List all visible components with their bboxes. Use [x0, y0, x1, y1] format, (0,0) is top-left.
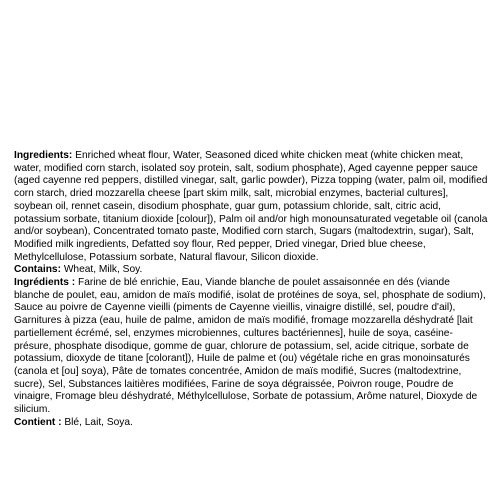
english-contains-heading: Contains: [14, 264, 61, 276]
french-contains-paragraph [14, 417, 488, 430]
english-contains-paragraph [14, 264, 488, 277]
english-ingredients-paragraph [14, 150, 488, 264]
french-allergen-list: Blé, Lait, Soya. [61, 416, 133, 428]
french-ingredients-heading: Ingrédients : [14, 277, 76, 289]
french-ingredients-list: Farine de blé enrichie, Eau, Viande blanche de poulet assaisonnée en dés (viande blanche de poulet, eau, amidon de maïs modifié, isolat de protéines de soya, sel, phosphate de sodium), Sauce au poivre de Cayenne vieilli (piments de Cayenne vieillis, vinaigre distillé, sel, poudre d'ail), Garnitures à pizza (eau, huile de palme, amidon de maïs modifié, fromage mozzarella déshydraté [lait partiellement écrémé, sel, enzymes microbiennes, cultures bactériennes], huile de soya, caséine-présure, phosphate disodique, gomme de guar, chlorure de potassium, sel, acide citrique, sorbate de potassium, dioxyde de titane [colorant]), Huile de palme et (ou) végétale riche en gras monoinsaturés (canola et [ou] soya), Pâte de tomates concentrée, Amidon de maïs modifié, Sucres (maltodextrine, sucre), Sel, Substances laitières modifiées, Farine de soya dégraissée, Poivron rouge, Poudre de vinaigre, Fromage bleu déshydraté, Méthylcellulose, Sorbate de potassium, Arôme naturel, Dioxyde de silicium. [14, 277, 486, 416]
french-ingredients-paragraph [14, 277, 488, 417]
english-ingredients-list: Enriched wheat flour, Water, Seasoned diced white chicken meat (white chicken meat, water, modified corn starch, isolated soy protein, salt, sodium phosphate), Aged cayenne pepper sauce (aged cayenne red peppers, distilled vinegar, salt, garlic powder), Pizza topping (water, palm oil, modified corn starch, dried mozzarella cheese [part skim milk, salt, microbial enzymes, bacterial cultures], soybean oil, rennet casein, disodium phosphate, guar gum, potassium chloride, salt, citric acid, potassium sorbate, titanium dioxide [colour]), Palm oil and/or high monounsaturated vegetable oil (canola and/or soybean), Concentrated tomato paste, Modified corn starch, Sugars (maltodextrin, sugar), Salt, Modified milk ingredients, Defatted soy flour, Red pepper, Dried vinegar, Dried blue cheese, Methylcellulose, Potassium sorbate, Natural flavour, Silicon dioxide. [14, 150, 488, 263]
french-contains-heading: Contient : [14, 416, 62, 428]
ingredient-label [14, 150, 488, 429]
english-ingredients-heading: Ingredients: [14, 150, 73, 161]
english-allergen-list: Wheat, Milk, Soy. [60, 264, 143, 276]
